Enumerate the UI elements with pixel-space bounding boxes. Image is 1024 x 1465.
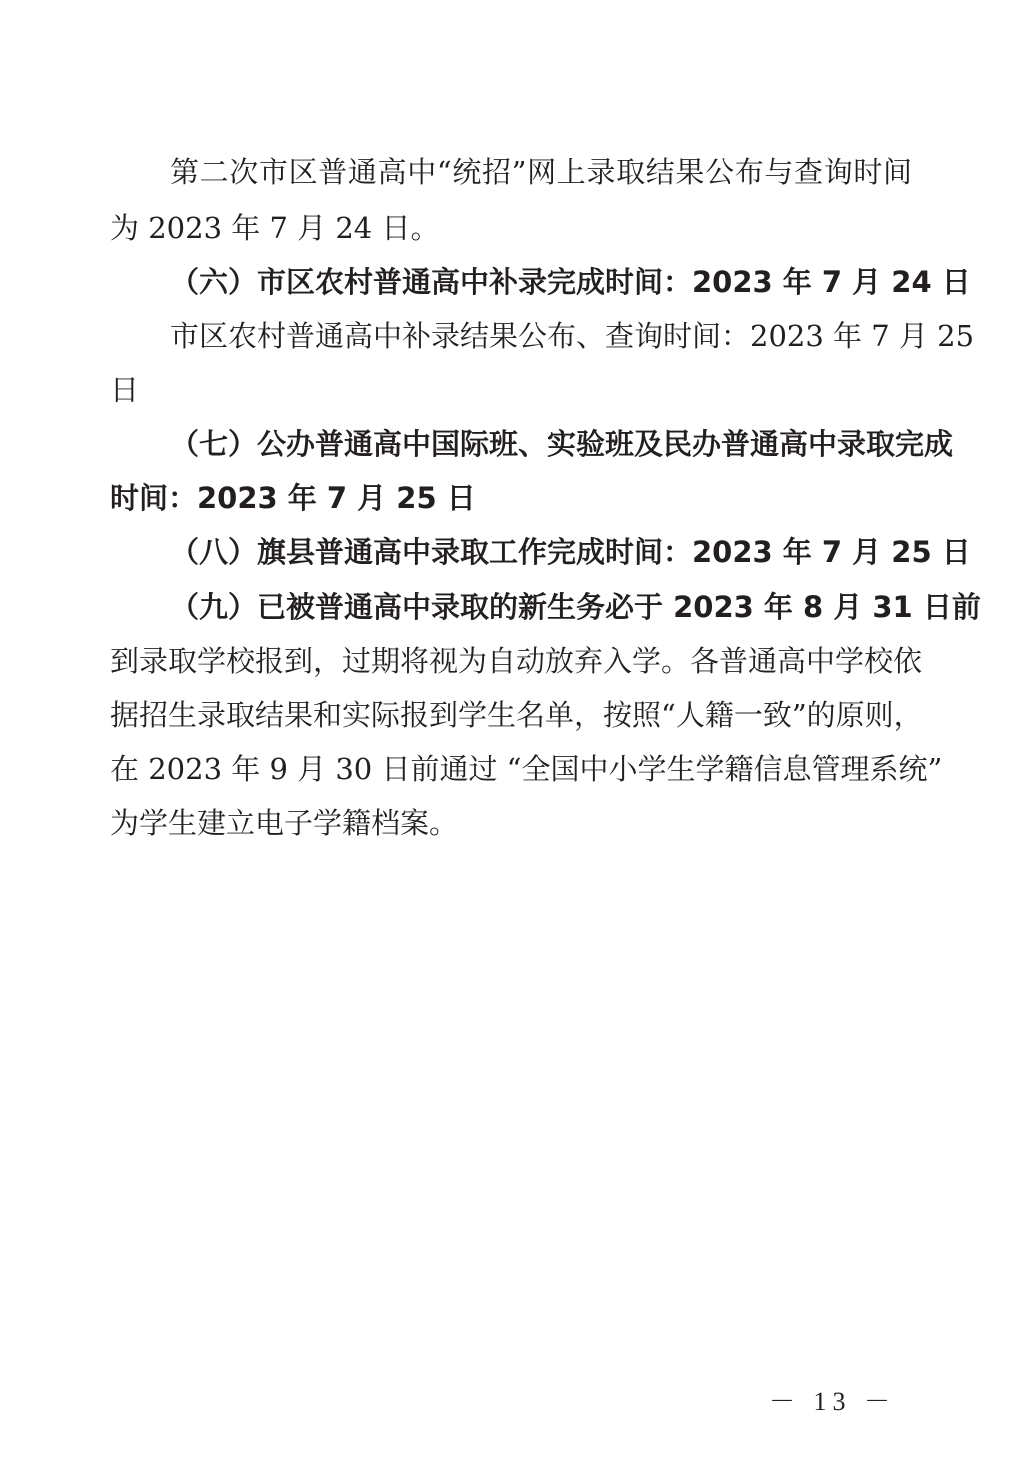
- paragraph-line: 到录取学校报到，过期将视为自动放弃入学。各普通高中学校依: [110, 644, 923, 678]
- section-heading: （八）旗县普通高中录取工作完成时间：2023 年 7 月 25 日: [170, 535, 971, 569]
- section-heading: （六）市区农村普通高中补录完成时间：2023 年 7 月 24 日: [170, 265, 971, 299]
- section-heading: （九）已被普通高中录取的新生务必于 2023 年 8 月 31 日前: [170, 590, 981, 624]
- paragraph-line: 据招生录取结果和实际报到学生名单，按照“人籍一致”的原则，: [110, 698, 923, 732]
- page-number: － 13 －: [768, 1387, 896, 1416]
- paragraph-line: 第二次市区普通高中“统招”网上录取结果公布与查询时间: [170, 155, 912, 189]
- paragraph-line: 为学生建立电子学籍档案。: [110, 806, 459, 840]
- paragraph-line: 在 2023 年 9 月 30 日前通过 “全国中小学生学籍信息管理系统”: [110, 752, 943, 786]
- paragraph-line: 日: [110, 373, 140, 407]
- section-heading: （七）公办普通高中国际班、实验班及民办普通高中录取完成: [170, 427, 954, 461]
- section-heading: 时间：2023 年 7 月 25 日: [110, 481, 476, 515]
- paragraph-line: 为 2023 年 7 月 24 日。: [110, 211, 440, 245]
- paragraph-line: 市区农村普通高中补录结果公布、查询时间：2023 年 7 月 25: [170, 319, 975, 353]
